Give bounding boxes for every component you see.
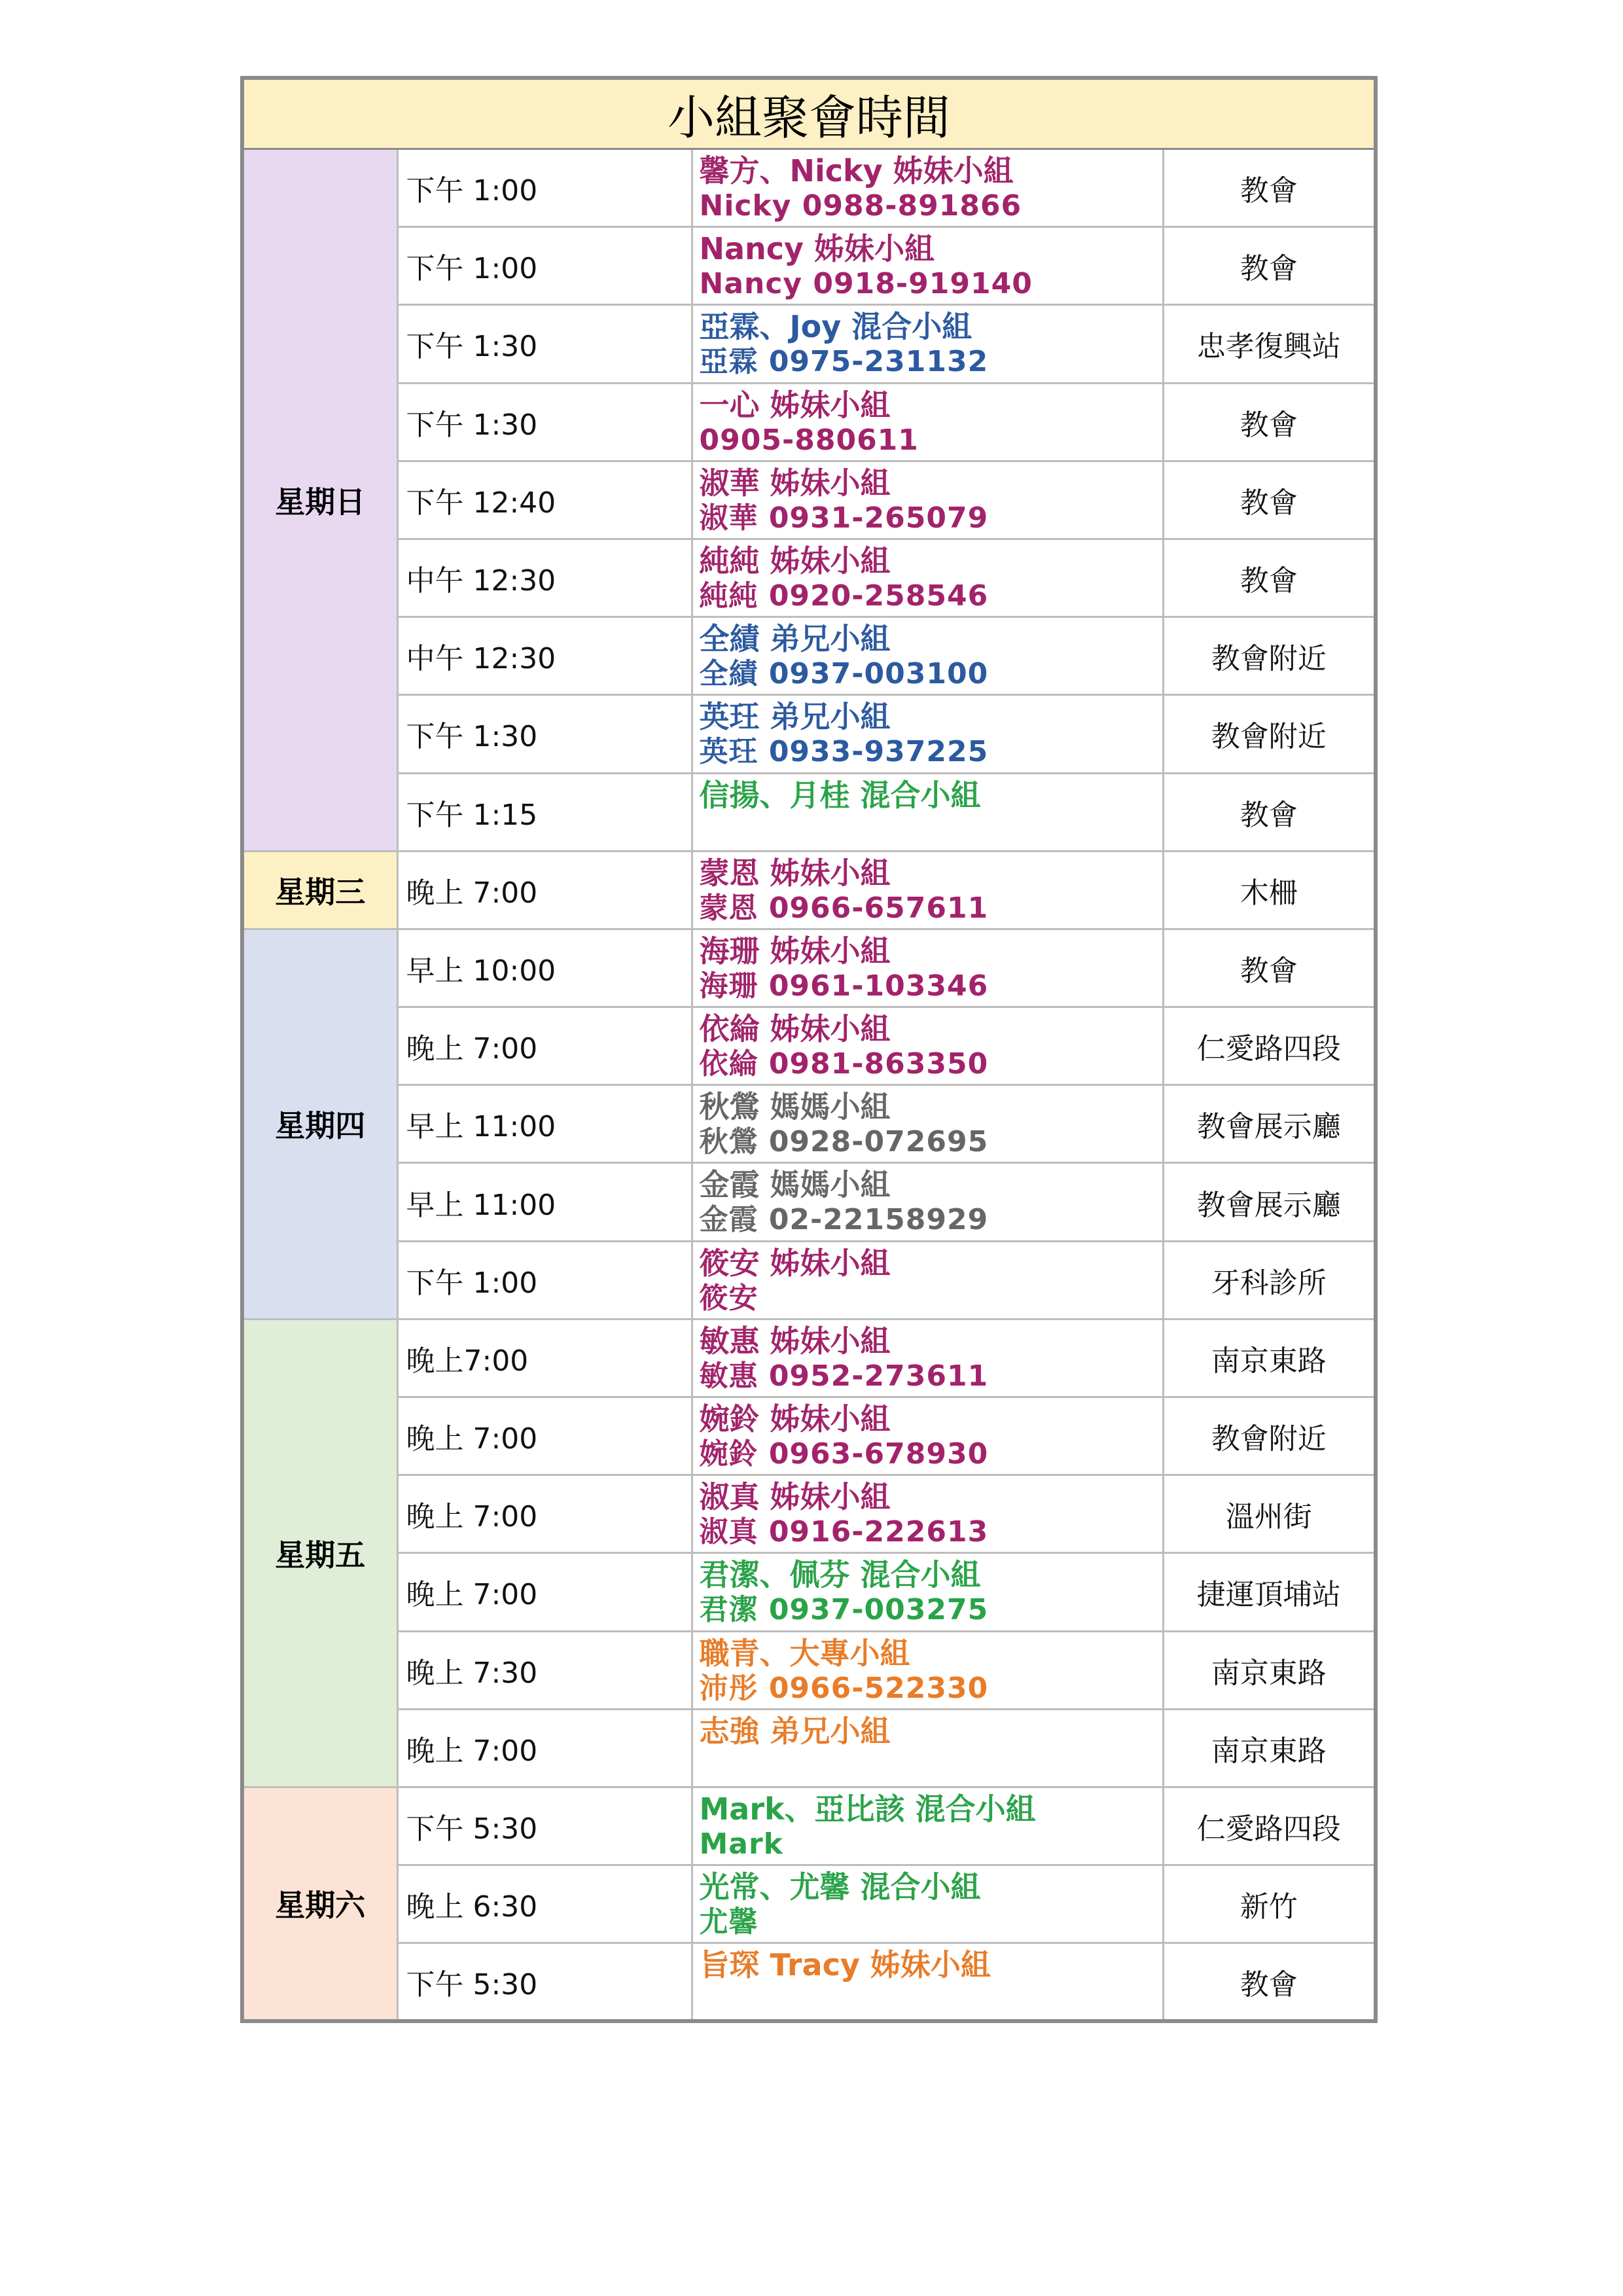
meeting-location: 教會 xyxy=(1163,383,1376,461)
contact-phone: 金霞 02-22158929 xyxy=(699,1203,989,1237)
table-row xyxy=(242,539,1376,617)
meeting-location: 南京東路 xyxy=(1163,1631,1376,1709)
meeting-location: 捷運頂埔站 xyxy=(1163,1553,1376,1631)
contact-phone: 婉鈴 0963-678930 xyxy=(699,1437,989,1471)
meeting-location: 教會 xyxy=(1163,539,1376,617)
meeting-time: 下午 1:00 xyxy=(397,227,692,305)
meeting-time: 晚上7:00 xyxy=(397,1319,692,1397)
group-cell xyxy=(692,1709,1163,1787)
meeting-time: 下午 12:40 xyxy=(397,461,692,539)
contact-phone: 全績 0937-003100 xyxy=(699,657,989,691)
contact-phone: 敏惠 0952-273611 xyxy=(699,1359,989,1393)
table-row xyxy=(242,461,1376,539)
table-row xyxy=(242,383,1376,461)
table-row xyxy=(242,1007,1376,1085)
table-row xyxy=(242,149,1376,227)
group-name: 秋鶯 媽媽小組 xyxy=(699,1089,891,1125)
group-cell xyxy=(692,929,1163,1007)
meeting-time: 下午 1:00 xyxy=(397,149,692,227)
meeting-time: 下午 1:30 xyxy=(397,383,692,461)
group-name: 敏惠 姊妹小組 xyxy=(699,1323,891,1359)
table-row xyxy=(242,1085,1376,1163)
group-cell xyxy=(692,461,1163,539)
group-cell xyxy=(692,1553,1163,1631)
table-row xyxy=(242,1397,1376,1475)
group-cell xyxy=(692,1475,1163,1553)
group-cell xyxy=(692,1007,1163,1085)
meeting-time: 早上 11:00 xyxy=(397,1163,692,1241)
group-cell xyxy=(692,1085,1163,1163)
contact-phone: 蒙恩 0966-657611 xyxy=(699,891,989,925)
group-name: 光常、尤馨 混合小組 xyxy=(699,1869,981,1905)
group-name: 英玨 弟兄小組 xyxy=(699,699,891,735)
group-name: 君潔、佩芬 混合小組 xyxy=(699,1557,981,1593)
table-row xyxy=(242,1631,1376,1709)
group-cell xyxy=(692,1943,1163,2021)
meeting-location: 木柵 xyxy=(1163,851,1376,929)
table-row xyxy=(242,1787,1376,1865)
group-name: 純純 姊妹小組 xyxy=(699,543,891,579)
meeting-location: 仁愛路四段 xyxy=(1163,1007,1376,1085)
group-name: 一心 姊妹小組 xyxy=(699,387,891,423)
group-name: 海珊 姊妹小組 xyxy=(699,933,891,969)
meeting-time: 早上 11:00 xyxy=(397,1085,692,1163)
contact-phone: 筱安 xyxy=(699,1281,758,1315)
table-row xyxy=(242,1475,1376,1553)
table-row xyxy=(242,929,1376,1007)
meeting-time: 晚上 7:00 xyxy=(397,1007,692,1085)
contact-phone: 秋鶯 0928-072695 xyxy=(699,1125,989,1159)
schedule-body xyxy=(242,149,1376,2022)
contact-phone: 海珊 0961-103346 xyxy=(699,969,989,1003)
group-name: 旨琛 Tracy 姊妹小組 xyxy=(699,1947,991,1983)
meeting-location: 溫州街 xyxy=(1163,1475,1376,1553)
meeting-time: 晚上 7:00 xyxy=(397,1709,692,1787)
meeting-location: 教會展示廳 xyxy=(1163,1085,1376,1163)
table-row xyxy=(242,695,1376,773)
meeting-location: 教會 xyxy=(1163,227,1376,305)
table-row xyxy=(242,227,1376,305)
meeting-location: 南京東路 xyxy=(1163,1709,1376,1787)
meeting-location: 教會 xyxy=(1163,149,1376,227)
meeting-time: 晚上 7:00 xyxy=(397,851,692,929)
day-label: 星期五 xyxy=(242,1319,397,1787)
table-row xyxy=(242,1319,1376,1397)
group-cell xyxy=(692,1865,1163,1943)
meeting-location: 教會 xyxy=(1163,1943,1376,2021)
meeting-location: 教會 xyxy=(1163,929,1376,1007)
group-name: 馨方、Nicky 姊妹小組 xyxy=(699,153,1014,188)
group-cell xyxy=(692,773,1163,851)
schedule-table xyxy=(240,76,1378,2023)
group-name: 淑華 姊妹小組 xyxy=(699,465,891,501)
meeting-time: 中午 12:30 xyxy=(397,617,692,695)
group-cell xyxy=(692,695,1163,773)
table-row xyxy=(242,773,1376,851)
contact-phone: 亞霖 0975-231132 xyxy=(699,345,989,379)
table-row xyxy=(242,1865,1376,1943)
day-label: 星期日 xyxy=(242,149,397,852)
meeting-location: 教會展示廳 xyxy=(1163,1163,1376,1241)
table-row xyxy=(242,305,1376,383)
group-cell xyxy=(692,851,1163,929)
day-label: 星期六 xyxy=(242,1787,397,2021)
contact-phone: 淑真 0916-222613 xyxy=(699,1515,989,1549)
meeting-location: 新竹 xyxy=(1163,1865,1376,1943)
meeting-location: 南京東路 xyxy=(1163,1319,1376,1397)
meeting-time: 晚上 6:30 xyxy=(397,1865,692,1943)
group-name: 婉鈴 姊妹小組 xyxy=(699,1401,891,1437)
group-name: Mark、亞比該 混合小組 xyxy=(699,1791,1036,1827)
contact-phone: 英玨 0933-937225 xyxy=(699,735,989,769)
table-row xyxy=(242,851,1376,929)
group-cell xyxy=(692,539,1163,617)
table-row xyxy=(242,1943,1376,2021)
meeting-time: 下午 1:15 xyxy=(397,773,692,851)
group-cell xyxy=(692,1241,1163,1319)
group-name: Nancy 姊妹小組 xyxy=(699,231,935,267)
meeting-location: 忠孝復興站 xyxy=(1163,305,1376,383)
contact-phone: Nicky 0988-891866 xyxy=(699,189,1022,223)
meeting-time: 中午 12:30 xyxy=(397,539,692,617)
contact-phone: Mark xyxy=(699,1827,783,1861)
table-row xyxy=(242,1163,1376,1241)
meeting-time: 下午 1:30 xyxy=(397,305,692,383)
group-cell xyxy=(692,617,1163,695)
meeting-location: 教會附近 xyxy=(1163,695,1376,773)
group-cell xyxy=(692,1319,1163,1397)
contact-phone: Nancy 0918-919140 xyxy=(699,267,1033,301)
meeting-location: 教會 xyxy=(1163,773,1376,851)
meeting-time: 下午 1:30 xyxy=(397,695,692,773)
group-name: 金霞 媽媽小組 xyxy=(699,1167,891,1203)
meeting-time: 晚上 7:00 xyxy=(397,1397,692,1475)
group-cell xyxy=(692,149,1163,227)
group-cell xyxy=(692,227,1163,305)
group-cell xyxy=(692,305,1163,383)
group-name: 蒙恩 姊妹小組 xyxy=(699,855,891,891)
group-name: 筱安 姊妹小組 xyxy=(699,1245,891,1281)
meeting-time: 晚上 7:00 xyxy=(397,1553,692,1631)
group-name: 依綸 姊妹小組 xyxy=(699,1011,891,1047)
meeting-time: 下午 5:30 xyxy=(397,1943,692,2021)
group-cell xyxy=(692,1787,1163,1865)
meeting-time: 晚上 7:30 xyxy=(397,1631,692,1709)
meeting-time: 早上 10:00 xyxy=(397,929,692,1007)
contact-phone: 純純 0920-258546 xyxy=(699,579,989,613)
meeting-time: 下午 5:30 xyxy=(397,1787,692,1865)
table-row xyxy=(242,1553,1376,1631)
meeting-time: 晚上 7:00 xyxy=(397,1475,692,1553)
group-cell xyxy=(692,1163,1163,1241)
contact-phone: 尤馨 xyxy=(699,1905,758,1939)
group-name: 淑真 姊妹小組 xyxy=(699,1479,891,1515)
group-cell xyxy=(692,383,1163,461)
group-cell xyxy=(692,1397,1163,1475)
contact-phone: 0905-880611 xyxy=(699,423,919,457)
group-name: 信揚、月桂 混合小組 xyxy=(699,777,981,813)
meeting-time: 下午 1:00 xyxy=(397,1241,692,1319)
group-name: 亞霖、Joy 混合小組 xyxy=(699,309,972,345)
contact-phone: 君潔 0937-003275 xyxy=(699,1593,989,1627)
group-name: 職青、大專小組 xyxy=(699,1635,910,1671)
table-row xyxy=(242,1709,1376,1787)
contact-phone: 依綸 0981-863350 xyxy=(699,1047,989,1081)
group-cell xyxy=(692,1631,1163,1709)
page-title: 小組聚會時間 xyxy=(242,78,1376,149)
meeting-location: 教會 xyxy=(1163,461,1376,539)
table-row xyxy=(242,1241,1376,1319)
contact-phone: 淑華 0931-265079 xyxy=(699,501,989,535)
meeting-location: 仁愛路四段 xyxy=(1163,1787,1376,1865)
meeting-location: 教會附近 xyxy=(1163,617,1376,695)
contact-phone: 沛彤 0966-522330 xyxy=(699,1671,989,1705)
meeting-location: 教會附近 xyxy=(1163,1397,1376,1475)
day-label: 星期四 xyxy=(242,929,397,1319)
table-row xyxy=(242,617,1376,695)
group-name: 志強 弟兄小組 xyxy=(699,1713,891,1749)
meeting-location: 牙科診所 xyxy=(1163,1241,1376,1319)
day-label: 星期三 xyxy=(242,851,397,929)
group-name: 全績 弟兄小組 xyxy=(699,621,891,657)
